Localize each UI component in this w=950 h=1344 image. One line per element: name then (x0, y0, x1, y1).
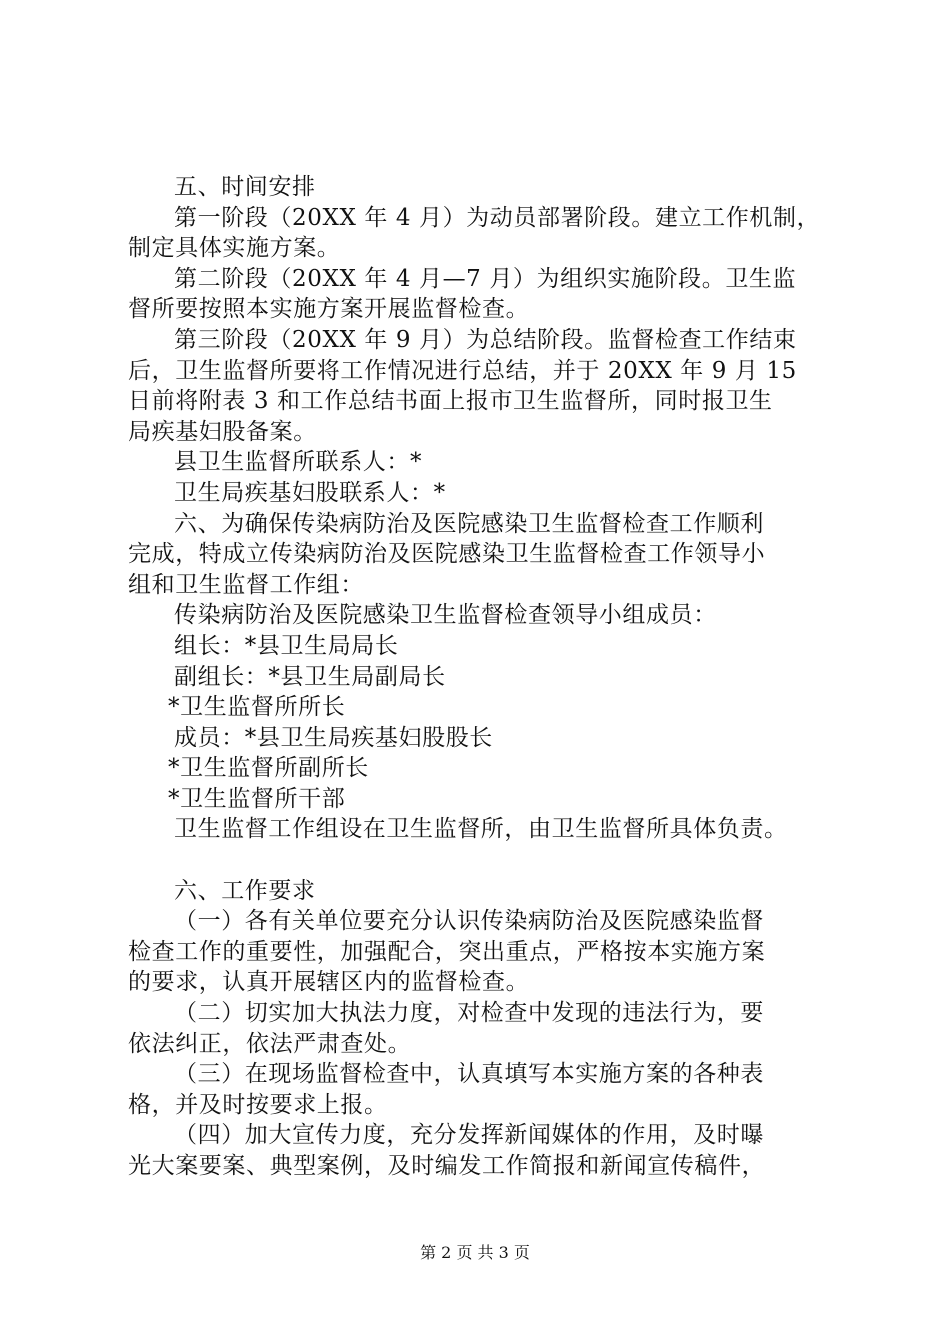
page-number-footer: 第 2 页 共 3 页 (420, 1243, 530, 1262)
blank-line (128, 845, 848, 876)
paragraph-line: 后，卫生监督所要将工作情况进行总结，并于 20XX 年 9 月 15 (128, 357, 797, 384)
paragraph-line: 局疾基妇股备案。 (128, 418, 317, 445)
paragraph-line: 制定具体实施方案。 (128, 235, 341, 262)
paragraph-line: 督所要按照本实施方案开展监督检查。 (128, 296, 530, 323)
document-body (128, 172, 848, 1182)
section-heading-requirements: 六、工作要求 (174, 877, 316, 904)
paragraph-line: 六、为确保传染病防治及医院感染卫生监督检查工作顺利 (174, 510, 764, 537)
paragraph-line: 格，并及时按要求上报。 (128, 1091, 388, 1118)
member-line: 副组长：*县卫生局副局长 (174, 663, 446, 690)
member-line: *卫生监督所干部 (168, 785, 346, 812)
paragraph-line: （一）各有关单位要充分认识传染病防治及医院感染监督 (174, 908, 764, 935)
paragraph-line: （三）在现场监督检查中，认真填写本实施方案的各种表 (174, 1061, 764, 1088)
paragraph-line: 完成，特成立传染病防治及医院感染卫生监督检查工作领导小 (128, 541, 766, 568)
paragraph-line: （四）加大宣传力度，充分发挥新闻媒体的作用，及时曝 (174, 1122, 764, 1149)
section-heading-schedule: 五、时间安排 (174, 174, 316, 200)
paragraph-line: 检查工作的重要性，加强配合，突出重点，严格按本实施方案 (128, 938, 766, 965)
member-line: *卫生监督所副所长 (168, 755, 369, 782)
paragraph-line: 日前将附表 3 和工作总结书面上报市卫生监督所，同时报卫生 (128, 388, 773, 415)
paragraph-line: 卫生监督工作组设在卫生监督所，由卫生监督所具体负责。 (174, 816, 788, 843)
member-line: 成员：*县卫生局疾基妇股股长 (174, 724, 493, 751)
paragraph-line: 第三阶段（20XX 年 9 月）为总结阶段。监督检查工作结束 (174, 326, 797, 353)
paragraph-line: 光大案要案、典型案例，及时编发工作简报和新闻宣传稿件， (128, 1153, 766, 1179)
paragraph-line: 依法纠正，依法严肃查处。 (128, 1030, 412, 1057)
paragraph-line: 第一阶段（20XX 年 4 月）为动员部署阶段。建立工作机制， (174, 204, 821, 231)
contact-line: 卫生局疾基妇股联系人：* (174, 479, 446, 506)
paragraph-line: 第二阶段（20XX 年 4 月—7 月）为组织实施阶段。卫生监 (174, 265, 797, 292)
paragraph-line: 的要求，认真开展辖区内的监督检查。 (128, 969, 530, 996)
paragraph-line: 组和卫生监督工作组： (128, 571, 364, 598)
group-members-heading: 传染病防治及医院感染卫生监督检查领导小组成员： (174, 602, 717, 629)
paragraph-line: （二）切实加大执法力度，对检查中发现的违法行为，要 (174, 1000, 764, 1027)
contact-line: 县卫生监督所联系人：* (174, 449, 423, 476)
member-line: *卫生监督所所长 (168, 694, 346, 721)
member-line: 组长：*县卫生局局长 (174, 632, 399, 659)
